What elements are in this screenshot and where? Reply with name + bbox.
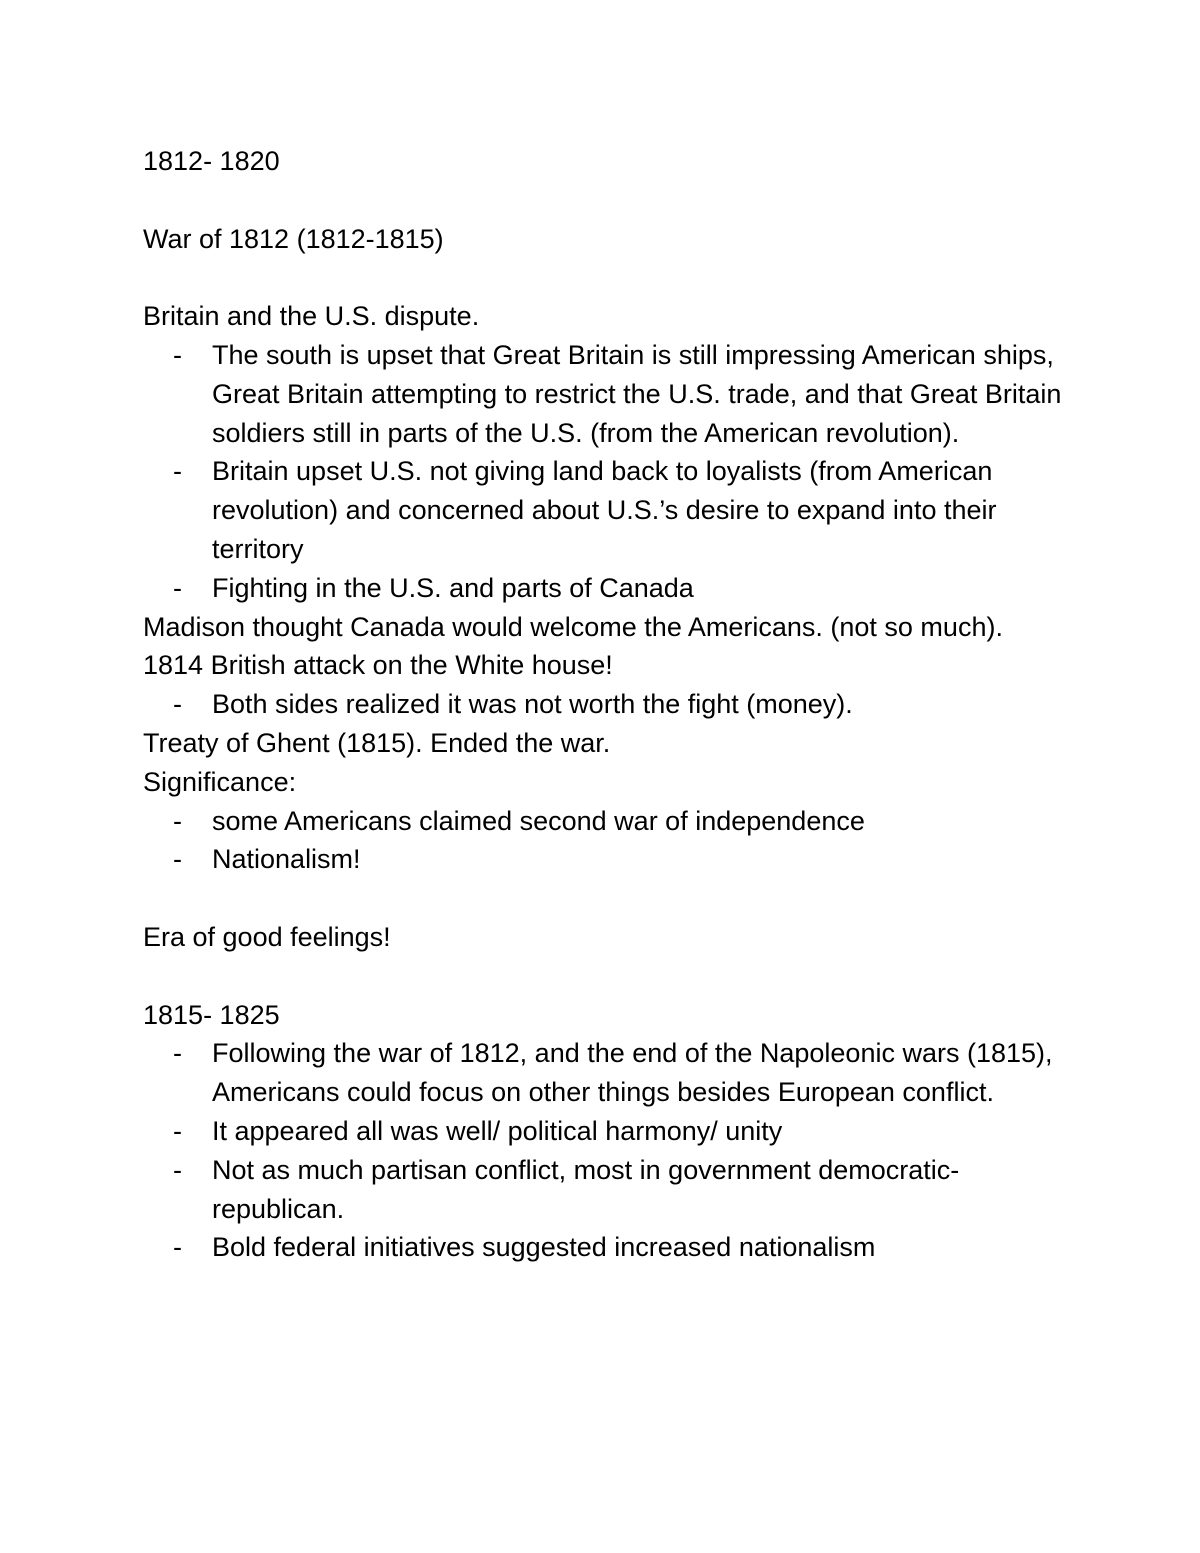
dash-bullet: -: [173, 805, 182, 836]
era-years: 1815- 1825: [143, 999, 280, 1030]
dash-bullet: -: [173, 339, 182, 370]
list-item: [143, 336, 1073, 452]
madison-note: Madison thought Canada would welcome the Americans. (not so much).: [143, 611, 1003, 642]
list-item-text: some Americans claimed second war of independence: [212, 805, 865, 836]
dash-bullet: -: [173, 1115, 182, 1146]
significance-list: [143, 802, 1073, 880]
list-item-text: Britain upset U.S. not giving land back to loyalists (from American revolution) and concerned about U.S.’s desire to expand into their territory: [212, 456, 997, 564]
dispute-list: [143, 336, 1073, 608]
spacer: [143, 957, 1073, 996]
spacer: [143, 258, 1073, 297]
era-list: [143, 1034, 1073, 1267]
list-item: [143, 685, 1073, 724]
dash-bullet: -: [173, 572, 182, 603]
list-item: [143, 1112, 1073, 1151]
list-item: [143, 569, 1073, 608]
war-title: War of 1812 (1812-1815): [143, 223, 444, 254]
dash-bullet: -: [173, 1038, 182, 1069]
list-item-text: Following the war of 1812, and the end of the Napoleonic wars (1815), Americans could focus on other things besides European conflict.: [212, 1038, 1053, 1108]
list-item: [143, 802, 1073, 841]
dash-bullet: -: [173, 1232, 182, 1263]
list-item: [143, 452, 1073, 568]
list-item-text: Bold federal initiatives suggested increased nationalism: [212, 1232, 876, 1263]
list-item-text: Not as much partisan conflict, most in government democratic-republican.: [212, 1154, 960, 1224]
significance-label: Significance:: [143, 766, 297, 797]
list-item: [143, 840, 1073, 879]
treaty-note: Treaty of Ghent (1815). Ended the war.: [143, 727, 611, 758]
list-item: [143, 1228, 1073, 1267]
document-body: [143, 142, 1073, 1267]
attack-note: 1814 British attack on the White house!: [143, 650, 613, 681]
heading-years: 1812- 1820: [143, 146, 280, 176]
dash-bullet: -: [173, 844, 182, 875]
list-item-text: The south is upset that Great Britain is still impressing American ships, Great Britain attempting to restrict the U.S. trade, and that Great Britain soldiers still in parts of the U.S. (from the American revolution).: [212, 339, 1062, 448]
spacer: [143, 181, 1073, 220]
list-item-text: Nationalism!: [212, 844, 361, 875]
dispute-intro: Britain and the U.S. dispute.: [143, 301, 480, 332]
dash-bullet: -: [173, 1154, 182, 1185]
spacer: [143, 879, 1073, 918]
list-item: [143, 1034, 1073, 1112]
list-item-text: Both sides realized it was not worth the fight (money).: [212, 689, 853, 720]
list-item: [143, 1151, 1073, 1229]
dash-bullet: -: [173, 456, 182, 487]
list-item-text: Fighting in the U.S. and parts of Canada: [212, 572, 694, 603]
attack-list: [143, 685, 1073, 724]
list-item-text: It appeared all was well/ political harmony/ unity: [212, 1115, 783, 1146]
dash-bullet: -: [173, 689, 182, 720]
era-title: Era of good feelings!: [143, 921, 391, 952]
